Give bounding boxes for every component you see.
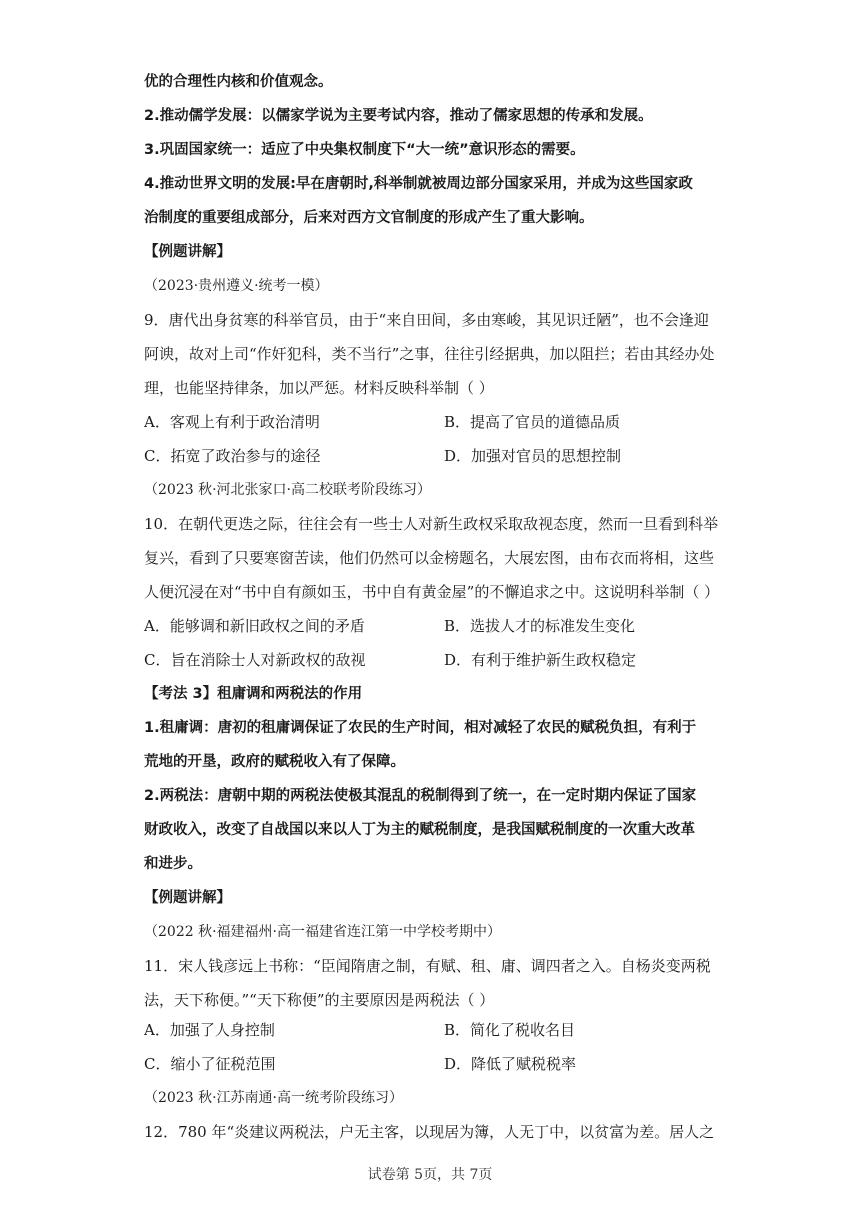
question-source: （2022 秋·福建福州·高一福建省连江第一中学校考期中） xyxy=(144,924,501,940)
question-text: 12．780 年“炎建议两税法，户无主客，以现居为簿，人无丁中，以贫富为差。居人之 xyxy=(144,1123,715,1141)
question-text: 10．在朝代更迭之际，往往会有一些士人对新生政权采取敌视态度，然而一旦看到科举 xyxy=(144,515,719,533)
answer-option: A．加强了人身控制 xyxy=(144,1021,275,1039)
question-source: （2023 秋·河北张家口·高二校联考阶段练习） xyxy=(144,482,431,498)
answer-option: A．客观上有利于政治清明 xyxy=(144,413,320,431)
key-point-text: 【例题讲解】 xyxy=(144,244,231,260)
question-source: （2023 秋·江苏南通·高一统考阶段练习） xyxy=(144,1090,403,1106)
answer-option: C．旨在消除士人对新政权的敌视 xyxy=(144,651,366,669)
answer-option: B．选拔人才的标准发生变化 xyxy=(444,617,636,635)
key-point-text: 4.推动世界文明的发展:早在唐朝时,科举制就被周边部分国家采用，并成为这些国家政 xyxy=(144,176,693,192)
answer-option: D．有利于维护新生政权稳定 xyxy=(444,651,637,669)
question-text: 理，也能坚持律条，加以严惩。材料反映科举制（ ） xyxy=(144,379,494,397)
answer-option: A．能够调和新旧政权之间的矛盾 xyxy=(144,617,365,635)
answer-option: C．拓宽了政治参与的途径 xyxy=(144,447,321,465)
key-point-text: 2.推动儒学发展：以儒家学说为主要考试内容，推动了儒家思想的传承和发展。 xyxy=(144,108,653,124)
key-point-text: 优的合理性内核和价值观念。 xyxy=(144,74,333,90)
question-text: 法，天下称便。”“天下称便”的主要原因是两税法（ ） xyxy=(144,991,495,1009)
answer-option: D．加强对官员的思想控制 xyxy=(444,447,622,465)
key-point-text: 荒地的开垦，政府的赋税收入有了保障。 xyxy=(144,754,405,770)
answer-option: D．降低了赋税税率 xyxy=(444,1055,577,1073)
question-text: 阿谀，故对上司“作奸犯科，类不当行”之事，往往引经据典，加以阻拦；若由其经办处 xyxy=(144,345,715,363)
question-text: 9．唐代出身贫寒的科举官员，由于“来自田间，多由寒峻，其见识迁陋”，也不会逢迎 xyxy=(144,311,709,329)
key-point-text: 财政收入，改变了自战国以来以人丁为主的赋税制度，是我国赋税制度的一次重大改革 xyxy=(144,822,695,838)
key-point-text: 3.巩固国家统一：适应了中央集权制度下“大一统”意识形态的需要。 xyxy=(144,142,585,158)
key-point-text: 【考法 3】租庸调和两税法的作用 xyxy=(144,686,363,702)
key-point-text: 1.租庸调：唐初的租庸调保证了农民的生产时间，相对减轻了农民的赋税负担，有利于 xyxy=(144,720,697,736)
page-footer: 试卷第 5页，共 7页 xyxy=(367,1167,493,1183)
answer-option: B．提高了官员的道德品质 xyxy=(444,413,621,431)
answer-option: B．简化了税收名目 xyxy=(444,1021,576,1039)
question-text: 11．宋人钱彦远上书称：“臣闻隋唐之制，有赋、租、庸、调四者之入。自杨炎变两税 xyxy=(144,957,711,975)
question-text: 人便沉浸在对“书中自有颜如玉，书中自有黄金屋”的不懈追求之中。这说明科举制（ ） xyxy=(144,583,720,601)
key-point-text: 和进步。 xyxy=(144,856,202,872)
question-source: （2023·贵州遵义·统考一模） xyxy=(144,278,329,294)
key-point-text: 2.两税法：唐朝中期的两税法使极其混乱的税制得到了统一，在一定时期内保证了国家 xyxy=(144,788,697,804)
key-point-text: 【例题讲解】 xyxy=(144,890,231,906)
key-point-text: 治制度的重要组成部分，后来对西方文官制度的形成产生了重大影响。 xyxy=(144,210,594,226)
answer-option: C．缩小了征税范围 xyxy=(144,1055,276,1073)
question-text: 复兴，看到了只要寒窗苦读，他们仍然可以金榜题名，大展宏图，由布衣而将相，这些 xyxy=(144,549,715,567)
